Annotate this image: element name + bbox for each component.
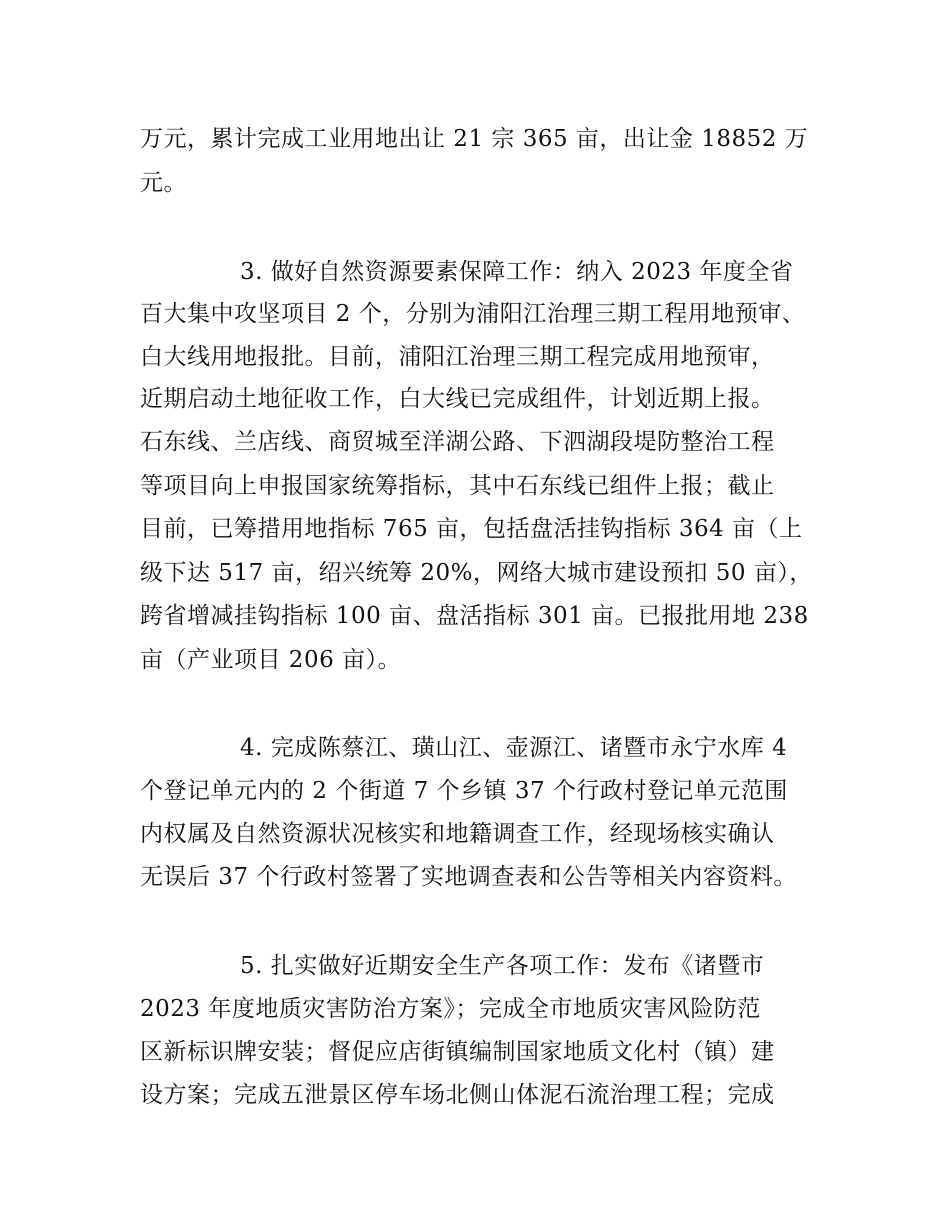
paragraph-line: 个登记单元内的 2 个街道 7 个乡镇 37 个行政村登记单元范围 — [140, 778, 788, 804]
paragraph-line: 无误后 37 个行政村签署了实地调查表和公告等相关内容资料。 — [140, 864, 797, 890]
paragraph-line: 元。 — [140, 170, 187, 196]
paragraph-line: 4. 完成陈蔡江、璜山江、壶源江、诸暨市永宁水库 4 — [240, 735, 788, 761]
paragraph-line: 亩（产业项目 206 亩）。 — [140, 647, 402, 673]
paragraph-line: 百大集中攻坚项目 2 个，分别为浦阳江治理三期工程用地预审、 — [140, 301, 806, 327]
paragraph-line: 3. 做好自然资源要素保障工作：纳入 2023 年度全省 — [240, 259, 794, 285]
paragraph-line: 区新标识牌安装；督促应店街镇编制国家地质文化村（镇）建 — [140, 1039, 775, 1065]
paragraph-line: 白大线用地报批。目前，浦阳江治理三期工程完成用地预审， — [140, 344, 775, 370]
paragraph-line: 目前，已筹措用地指标 765 亩，包括盘活挂钩指标 364 亩（上 — [140, 516, 803, 542]
paragraph-line: 等项目向上申报国家统筹指标，其中石东线已组件上报；截止 — [140, 473, 775, 499]
paragraph-line: 石东线、兰店线、商贸城至洋湖公路、下泗湖段堤防整治工程 — [140, 429, 775, 455]
paragraph-line: 内权属及自然资源状况核实和地籍调查工作，经现场核实确认 — [140, 821, 775, 847]
paragraph-line: 万元，累计完成工业用地出让 21 宗 365 亩，出让金 18852 万 — [140, 126, 809, 152]
paragraph-line: 5. 扎实做好近期安全生产各项工作：发布《诸暨市 — [240, 953, 765, 979]
paragraph-line: 近期启动土地征收工作，白大线已完成组件，计划近期上报。 — [140, 386, 775, 412]
paragraph-line: 2023 年度地质灾害防治方案》；完成全市地质灾害风险防范 — [140, 996, 761, 1022]
paragraph-line: 级下达 517 亩，绍兴统筹 20%，网络大城市建设预扣 50 亩）， — [140, 560, 813, 586]
paragraph-line: 设方案；完成五泄景区停车场北侧山体泥石流治理工程；完成 — [140, 1082, 775, 1108]
paragraph-line: 跨省增减挂钩指标 100 亩、盘活指标 301 亩。已报批用地 238 — [140, 603, 809, 629]
